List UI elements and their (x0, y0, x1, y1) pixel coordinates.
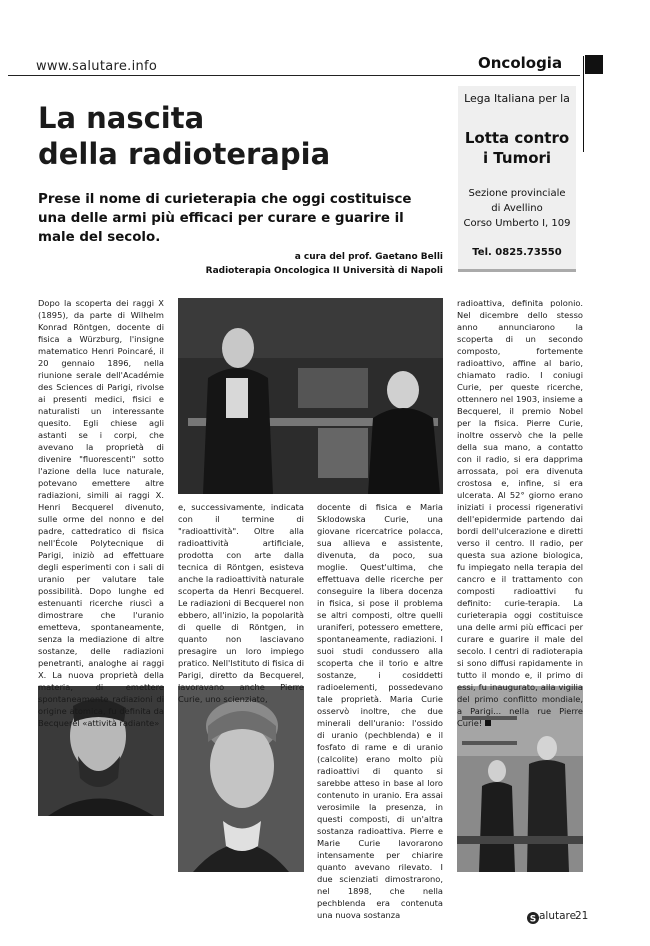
body-column-3: docente di fisica e Maria Sklodowska Curie, una giovane ricercatrice polacca, sua allieva e assistente, divenuta, da poco, sua moglie. Quest'ultima, che effettuava delle ricerche per conseguire la libera docenza in fisica, si pose il problema se altri composti, oltre quelli uraniferi, potessero emettere, spontaneamente, radiazioni. I suoi studi condussero alla scoperta che il torio e altre sostanze, i cosiddetti radioelementi, possedevano tale proprietà. Maria Curie osservò inoltre, che due minerali dell'uranio: l'ossido di uranio (pechblenda) e il fosfato di rame e di uranio (calcolite) erano molto più radioattivi di quanto si sarebbe atteso in base al loro contenuto in uranio. Era assai verosimile la presenza, in questi composti, di un'altra sostanza radioattiva. Pierre e Marie Curie lavorarono intensamente per chiarire quanto avevano rilevato. I due scienziati dimostrarono, nel 1898, che nella pechblenda era contenuta una nuova sostanza (317, 502, 443, 920)
ad-phone: Tel. 0825.73550 (472, 247, 562, 258)
side-rule (583, 56, 584, 152)
section-label: Oncologia (478, 54, 563, 72)
curie-laboratory-photo (178, 298, 443, 494)
footer-brand: alutare (539, 910, 577, 922)
salutare-logo-icon (527, 912, 539, 924)
body-column-1: Dopo la scoperta dei raggi X (1895), da parte di Wilhelm Konrad Röntgen, docente di fisica a Würzburg, l'insigne matematico Henri Poincaré, il 20 gennaio 1896, nella riunione serale dell'Académie des Sciences di Parigi, rivolse ai presenti medici, fisici e naturalisti un interessante quesito. Egli chiese agli astanti se i corpi, che avevano la proprietà di divenire "fluorescenti" sotto l'azione della luce naturale, potevano emettere altre radiazioni, simili ai raggi X. Henri Becquerel divenuto, sulle orme del nonno e del padre, cattedratico di fisica nell'École Polytecnique di Parigi, iniziò ad effettuare degli esperimenti con i sali di uranio per valutare tale possibilità. Dopo lunghe ed estenuanti ricerche riuscì a dimostrare che l'uranio emetteva, spontaneamente, senza la mediazione di altre sostanze, delle radiazioni penetranti, analoghe ai raggi X. La nuova proprietà della materia, di emettere spontaneamente radiazioni di origine atomica, fu definita da Becquerel «attività radiante» (38, 298, 164, 728)
end-of-article-mark (485, 720, 491, 726)
ad-intro: Lega Italiana per la (464, 92, 570, 105)
ad-name (458, 128, 576, 168)
body-column-4 (457, 297, 583, 729)
title-line-2: della radioterapia (38, 137, 331, 171)
body-column-4-text: radioattiva, definita polonio. Nel dicembre dello stesso anno annunciarono la scoperta di un secondo composto, fortemente radioattivo, affine al bario, chiamato radio. I coniugi Curie, per queste ricerche, ottennero nel 1903, insieme a Becquerel, il premio Nobel per la fisica. Pierre Curie, inoltre osservò che la pelle della sua mano, a contatto con il radio, si era dapprima arrossata, poi era divenuta crostosa e, infine, si era ulcerata. Al 52° giorno erano iniziati i processi rigenerativi dell'epidermide partendo dai bordi dell'ulcerazione e diretti verso il centro. Il radio, per questa sua azione biologica, fu impiegato nella terapia del cancro e il trattamento con composti radioattivi fu definito: curie-terapia. La curieterapia oggi costituisce una delle armi più efficaci per curare e guarire il male del secolo. I centri di radioterapia si sono diffusi rapidamente in tutto il mondo e, il primo di essi, fu inaugurato, alla vigilia del primo conflitto mondiale, a Parigi... nella rue Pierre Curie! (457, 298, 583, 728)
article-title (38, 100, 330, 172)
ad-section (458, 186, 576, 231)
ad-name-line-1: Lotta contro (464, 129, 570, 147)
marie-curie-portrait (178, 686, 304, 872)
byline (180, 251, 443, 278)
title-line-1: La nascita (38, 101, 205, 135)
lilt-ad-box (458, 86, 576, 272)
site-url[interactable]: www.salutare.info (36, 59, 158, 74)
body-column-2: e, successivamente, indicata con il termine di "radioattività". Oltre alla radioattività artificiale, prodotta con arte dalla tecnica di Röntgen, esisteva anche la radioattività naturale scoperta da Henri Becquerel. Le radiazioni di Becquerel non ebbero, all'inizio, la popolarità di quelle di Röntgen, in quanto non lasciavano presagire un loro impiego pratico. Nell'Istituto di fisica di Parigi, diretto da Becquerel, lavoravano anche Pierre Curie, uno scienziato, (178, 502, 305, 704)
ad-section-line-2: di Avellino (491, 203, 543, 214)
page-number: 21 (575, 910, 589, 922)
article-subtitle: Prese il nome di curieterapia che oggi costituisce una delle armi più efficaci per curare e guarire il male del secolo. (38, 192, 412, 245)
byline-affiliation: Radioterapia Oncologica II Università di Napoli (205, 265, 443, 276)
byline-author: a cura del prof. Gaetano Belli (294, 252, 443, 262)
ad-address: Corso Umberto I, 109 (463, 218, 571, 229)
ad-section-line-1: Sezione provinciale (468, 188, 566, 199)
logo-initial: S (529, 914, 537, 924)
ad-name-line-2: i Tumori (482, 149, 552, 167)
header-rule (8, 75, 580, 76)
section-tab-marker (585, 55, 603, 74)
